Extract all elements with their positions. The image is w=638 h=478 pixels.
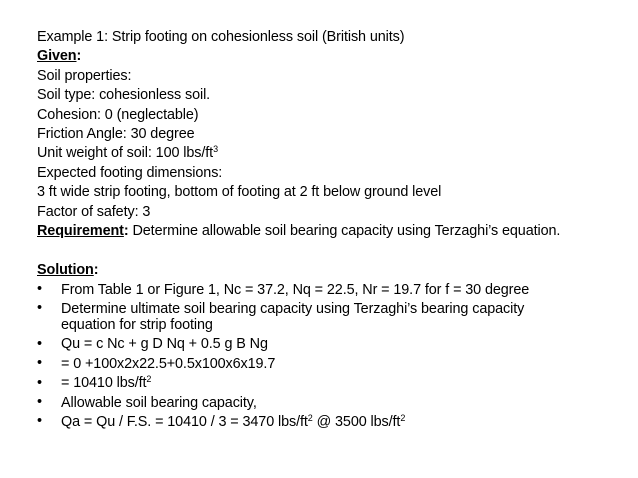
solution-heading-line — [37, 261, 627, 280]
solution-colon: : — [93, 261, 99, 278]
solution-bullet-list — [37, 280, 627, 432]
bullet-icon: • — [37, 355, 42, 372]
example-title: Example 1: Strip footing on cohesionless soil (British units) — [37, 29, 405, 45]
unit-weight-exponent: 3 — [213, 144, 218, 155]
given-line-expected-dimensions: Expected footing dimensions: — [37, 164, 223, 181]
exponent: 2 — [146, 374, 152, 385]
list-item — [37, 335, 627, 354]
bullet-text-with-exponent — [61, 412, 561, 431]
exponent: 2 — [307, 412, 313, 423]
given-heading: Given — [37, 48, 77, 65]
solution-heading: Solution — [37, 261, 94, 278]
slide-content — [37, 28, 627, 432]
given-line-soil-properties: Soil properties: — [37, 67, 132, 84]
bullet-text-with-exponent — [61, 374, 561, 393]
requirement-colon: : — [123, 222, 129, 239]
bullet-tail-text: @ 3500 lbs/ft — [312, 413, 401, 430]
list-item — [37, 412, 627, 431]
bullet-icon: • — [37, 335, 42, 352]
bullet-icon: • — [37, 394, 42, 411]
requirement-line — [37, 222, 627, 241]
given-heading-line — [37, 47, 627, 66]
list-item — [37, 374, 627, 393]
unit-weight-text: Unit weight of soil: 100 lbs/ft — [37, 145, 214, 162]
bullet-icon: • — [37, 300, 42, 317]
given-line-friction-angle: Friction Angle: 30 degree — [37, 125, 195, 142]
bullet-text: = 0 +100x2x22.5+0.5x100x6x19.7 — [61, 355, 276, 372]
given-colon: : — [76, 48, 82, 65]
given-line-unit-weight — [37, 144, 627, 163]
given-line-factor-of-safety: Factor of safety: 3 — [37, 203, 151, 220]
tail-exponent: 2 — [400, 412, 406, 423]
list-item — [37, 393, 627, 412]
given-line-footing-width: 3 ft wide strip footing, bottom of footing at 2 ft below ground level — [37, 184, 442, 201]
requirement-heading: Requirement — [37, 222, 124, 239]
bullet-text: Qu = c Nc + g D Nq + 0.5 g B Ng — [61, 336, 268, 353]
bullet-icon: • — [37, 413, 42, 430]
list-item — [37, 299, 627, 334]
requirement-text: Determine allowable soil bearing capacity using Terzaghi’s equation. — [128, 222, 561, 239]
spacer — [37, 241, 627, 260]
bullet-text: From Table 1 or Figure 1, Nc = 37.2, Nq = 22.5, Nr = 19.7 for f = 30 degree — [61, 281, 530, 298]
list-item — [37, 354, 627, 373]
bullet-text: = 10410 lbs/ft — [61, 375, 147, 392]
list-item — [37, 280, 627, 299]
given-line-cohesion: Cohesion: 0 (neglectable) — [37, 106, 199, 123]
bullet-text: Determine ultimate soil bearing capacity using Terzaghi’s bearing capacity equation for strip footing — [61, 300, 525, 333]
bullet-text: Allowable soil bearing capacity, — [61, 394, 257, 411]
bullet-icon: • — [37, 374, 42, 391]
bullet-text: Qa = Qu / F.S. = 10410 / 3 = 3470 lbs/ft — [61, 413, 308, 430]
bullet-icon: • — [37, 281, 42, 298]
given-line-soil-type: Soil type: cohesionless soil. — [37, 87, 211, 104]
